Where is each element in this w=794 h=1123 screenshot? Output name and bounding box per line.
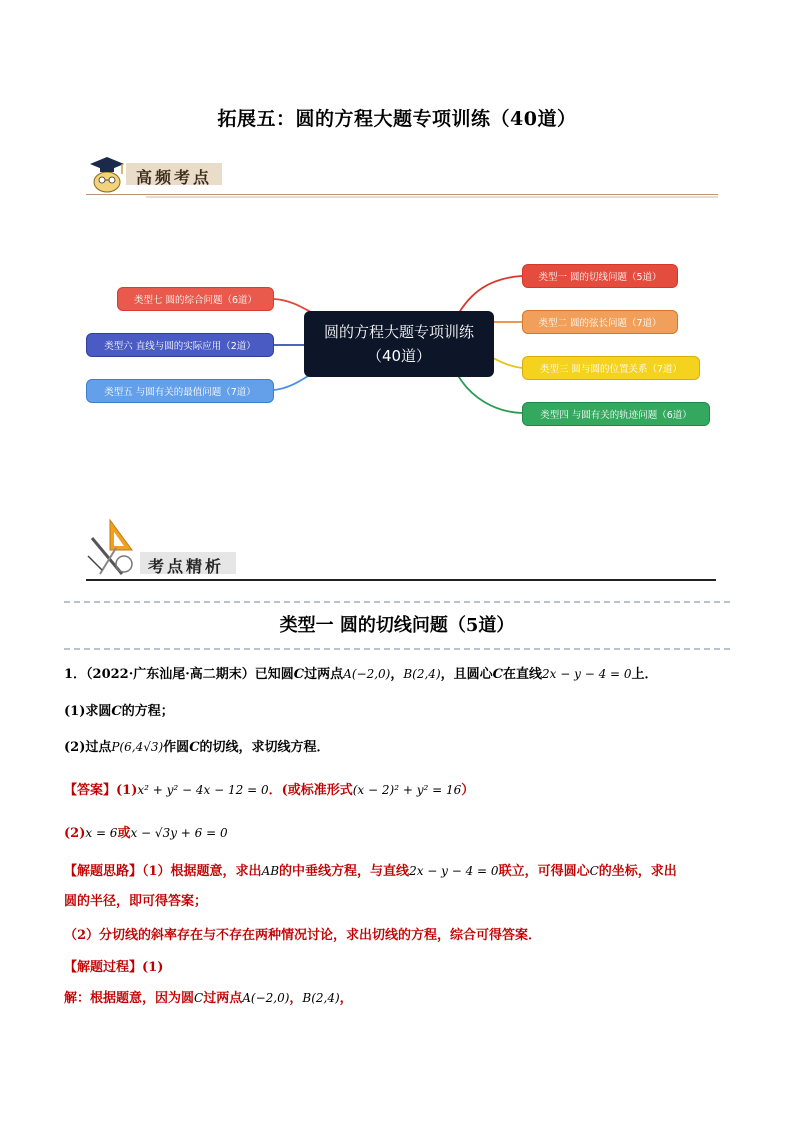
mindmap-node-type5: 类型五 与圆有关的最值问题（7道）: [86, 379, 274, 403]
text: 的坐标，求出: [598, 864, 677, 879]
math-line-equation: 2x − y − 4 = 0: [409, 864, 499, 878]
section-label: 考点精析: [148, 557, 225, 576]
text: ，: [289, 991, 303, 1006]
math-var: C: [293, 667, 305, 682]
type-heading: 类型一 圆的切线问题（5道）: [279, 615, 515, 636]
dashed-separator-bottom: [64, 648, 730, 650]
document-title: 拓展五：圆的方程大题专项训练（40道）: [217, 108, 577, 130]
answer-tag: 【答案】: [64, 783, 117, 798]
idea-line-1: [64, 860, 734, 879]
process-line-1: [64, 987, 734, 1006]
text: (1): [142, 960, 164, 975]
text: 的方程；: [121, 704, 174, 719]
mindmap-center-node: 圆的方程大题专项训练（40道）: [304, 311, 494, 377]
section-header-analysis: [86, 518, 718, 584]
math-point-a: A(−2,0): [242, 991, 290, 1005]
question-part-1: [64, 700, 734, 719]
text: 上．: [631, 667, 658, 682]
mindmap-node-type7: 类型七 圆的综合问题（6道）: [117, 287, 274, 311]
text: 作圆: [163, 740, 190, 755]
text: 在直线: [503, 667, 543, 682]
process-tag: 【解题过程】: [64, 960, 143, 975]
text: 解：根据题意，因为圆: [64, 991, 195, 1006]
text: 或: [117, 826, 131, 841]
divider: [86, 579, 716, 581]
section-label: 高频考点: [136, 168, 213, 187]
text: (1)求圆: [64, 704, 112, 719]
math-var: C: [492, 667, 503, 682]
mindmap-node-type1: 类型一 圆的切线问题（5道）: [522, 264, 678, 288]
math-point-b: B(2,4): [403, 667, 441, 681]
text: (2)过点: [64, 740, 112, 755]
math-line-equation: 2x − y − 4 = 0: [542, 667, 632, 681]
process-heading: [64, 956, 734, 975]
mindmap-node-type6: 类型六 直线与圆的实际应用（2道）: [86, 333, 274, 357]
text: ，: [339, 991, 353, 1006]
math-answer-eq2b: x − √3y + 6 = 0: [130, 826, 228, 840]
text: （1）根据题意，求出: [142, 864, 262, 879]
answer-line-2: [64, 822, 734, 841]
text: 过两点: [203, 991, 243, 1006]
text: ，: [390, 667, 404, 682]
math-point-a: A(−2,0): [343, 667, 391, 681]
idea-tag: 【解题思路】: [64, 864, 143, 879]
math-answer-eq1: x² + y² − 4x − 12 = 0: [137, 783, 269, 797]
text: 的切线，求切线方程．: [199, 740, 330, 755]
text: (2): [64, 826, 86, 841]
math-var: C: [111, 704, 122, 719]
text: ，且圆心: [440, 667, 493, 682]
math-var: C: [589, 864, 599, 878]
drafting-tools-icon: [86, 518, 138, 578]
text: ）: [461, 783, 475, 798]
text: 联立，可得圆心: [498, 864, 590, 879]
answer-line-1: [64, 779, 734, 798]
text: 已知圆: [254, 667, 294, 682]
idea-line-3: （2）分切线的斜率存在与不存在两种情况讨论，求出切线的方程，综合可得答案．: [64, 928, 542, 943]
math-answer-eq2a: x = 6: [85, 826, 118, 840]
text: 的中垂线方程，与直线: [279, 864, 410, 879]
question-number: 1．: [64, 667, 87, 682]
text: (1): [116, 783, 138, 798]
math-var: AB: [261, 864, 280, 878]
question-part-2: [64, 736, 734, 755]
math-var: C: [189, 740, 200, 755]
dashed-separator-top: [64, 601, 730, 603]
text: 过两点: [304, 667, 344, 682]
math-point-b: B(2,4): [302, 991, 340, 1005]
math-point-p: P(6,4√3): [111, 740, 164, 754]
math-var: C: [194, 991, 204, 1005]
math-answer-eq1-standard: (x − 2)² + y² = 16: [352, 783, 462, 797]
text: ．(或标准形式: [268, 783, 353, 798]
mindmap-node-type3: 类型三 圆与圆的位置关系（7道）: [522, 356, 700, 380]
question-source: （2022·广东汕尾·高二期末）: [86, 667, 255, 682]
question-stem: [64, 663, 734, 682]
mindmap-node-type2: 类型二 圆的弦长问题（7道）: [522, 310, 678, 334]
idea-line-2: 圆的半径，即可得答案；: [64, 894, 208, 909]
mindmap-node-type4: 类型四 与圆有关的轨迹问题（6道）: [522, 402, 710, 426]
